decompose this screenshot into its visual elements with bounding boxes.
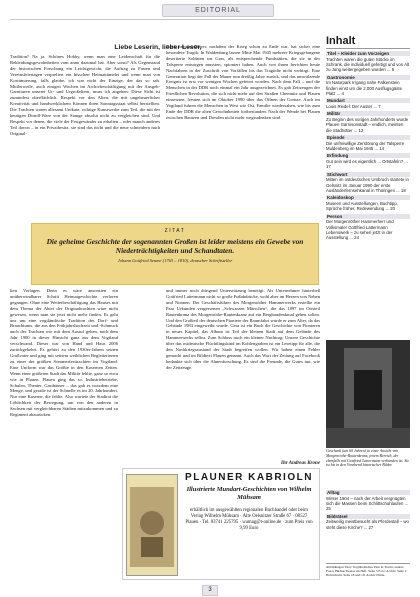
contents-section — [326, 153, 410, 169]
editorial-text: Noch unvorstellbarer, nachdem der Krieg schon zu Ende war, hat sicher eine besondere Tragik. In Waldenburg lassen Mitte Mai 1945 mehrere Kriegsgefangene desertierte Soldaten ins Gras, als entsprechende Fundstätten, die sie in der Talsperre entsorgen mussten, spioniert haben. Auch von ihnen berichten heute Nachfahren in der Zuschrift von Vorfällen bis das Tragödie nicht verbirgt. Eine Generation liegt der Fall der Mauer nun dreißig Jahre zurück, und das umwälzende Ereignis ist erst vor wenigen Wochen gefeiert worden. Nach dem Fall – und die Menschen in der DDR noch einmal ein Jahr ausgezeichnet. Es gab Zeitzeugen der Friedlichen Revolution, die sich nicht mehr auf den Straßen Chemnitz und Plauen einsetzten, freuten sich im Oktober 1990 über das Öffnen der Grenze. Auch im Vogtland fuhren die Menschen in West wie Ost, Familie wiedersahen, wie bis zum Ende der DDR die alten Gewohnheiten fortbestanden. Nach der Wende bei Plauen zwischen Bautzen und Dresden nicht mehr wegzudenken sind. — [166, 44, 320, 120]
contents-section — [326, 214, 410, 241]
contents-section — [326, 514, 410, 530]
editorial-text: Tradition? Na ja. Schönes Hobby, wenn man eine Leidenschaft für die Bekleidungsgewohnheiten vom anno dazumal hat. Aber sonst? Als Gegenstand der historischen Forschung ein Leichtgewicht, die Auftrag zu Fasten und Vereinsfeiertagen verpreliert ein bisschen Heimattümelei und wenn man von Kostümierung, falls glaube, ich war nicht der Einzige, der das so sah. Mittlerweile, auch einigen Wochen im Archivbeschäftigung mit der Ausgeh-Garnituren unserer Ur- und Urgroßeltern, muss ich angeben: Diese Sicht ist zumindest oberflächlich. Respekt vor den Alten, die mit ungeheuerlicher Kreativität und handwerklichem Können ihren Sonntagsstaat selbst herstellten. Die Trachten waren allesamt Unikate, richtige Kunstwerke zum Teil, die mit der heutigen Dirndl-Ware von der Stange absolut nicht zu vergleichen sind. Und Respekt vor denen, die viele der Festgewänder zu erhalten – oder manch anderes Teil davon – in ein Privatbesitz, sie sind das nicht und die neue schneidern nach Original- — [10, 54, 160, 136]
editorial-column-right-bottom — [166, 288, 320, 458]
contents-section — [326, 51, 410, 73]
contents-sidebar-continued — [326, 488, 410, 530]
contents-section — [326, 195, 410, 211]
contents-section — [326, 75, 410, 97]
contents-section-head: Kaleidoskop — [326, 195, 410, 200]
contents-section-head: Gastronomie — [326, 75, 410, 80]
book-cover-image — [126, 474, 178, 576]
editorial-text: und immer noch dringend Unterstützung benötigt. Als Unternehmer hinterließ Gottfried Lattermann nicht so große Fußabdrücke, wohl aber im Herzen von Neben und Nonnen. Der Geschäftsführer des Morgenröther Hammerwerks erstellte ein Paar Urkunden vergessenen „Schwarzen Märschen“, die das 1897 im Ortsteil Rautenkranz des Morgenröthe-Rautenkranz auf ein Bergbaudenkmal gehen sollen. Und den Großteil der deutschen Pioniere der Raumfahrt wurde er zum Alter, da das Gebäude 1983 eingeweiht wurde. Gera ist ein Buch die Geschichte von Pionieren in neues Kapitel, das Album ist Teil der kleinen Stadt auf dem Gelände des Hammerwerks selbst. Zum Schluss noch ein kleiner Nachtrag: Unsere Geschichte über das ostdeutsche Flüchtlingskind im Kohlengraben ist ein Lesetipp für alle, die den Nachkriegszustand der Stadt begreifen wollen. Wir haben einen Fehler gemacht und im Bildtext Plauen genannt. Auch das Wort der Zeitung auf Facebook bedankte sich über die Ahnenforschung. Es sind die Freunde, die Gutes tun, wie der Zeitzeuge. — [166, 288, 320, 370]
contents-section-head: Person — [326, 214, 410, 219]
contents-section-head: Alltag — [326, 490, 410, 495]
image-credits: Abbildungen Titel: Vogtländisches Pass in Tracht, andere Fotos, Bildnachweise im Heft. Seite 3 Foto: Archiv. Seite 2 Holzschnitt, Seite 18 und 19: Archiv Dritte. — [326, 563, 410, 578]
contents-section-body[interactable]: Mitten im ostdeutschen Umbruch startete in Oelsnitz im Januar 1990 der erste Ausländerfernsehkanal in Thüringen ... 18 — [326, 177, 409, 193]
contents-section-body[interactable]: Die unfreiwillige Zerstörung der Talsperre Muldenberg im Mai 1945 ... 14 — [326, 140, 405, 151]
editorial-column-right-top — [166, 44, 320, 220]
contents-title: Inhalt — [326, 35, 410, 49]
contents-section-head: Militär — [326, 111, 410, 116]
quote-text: Die geheime Geschichte der sogenannten Großen ist leider meistens ein Gewebe von Niederträchtigkeiten und Schandtaten. — [46, 237, 304, 255]
editorial-column-left-bottom — [10, 288, 118, 588]
contents-section-body[interactable]: Gut sein wird es eigentlich ... Ortstafeln? ... 17 — [326, 158, 408, 170]
contents-section-body[interactable]: Zeitweilig meistbesucht als Pferdestall – wo steht diese Kirche? ... 27 — [326, 519, 409, 530]
section-tag: EDITORIAL — [162, 4, 274, 17]
editorial-column-left-top — [10, 54, 160, 220]
page-number: 3 — [202, 585, 218, 596]
ad-title: PLAUNER KABRIOLN — [185, 472, 313, 483]
contents-section-body[interactable]: Im Naturpark Irrgang nahe Falkenstein finden einst um die 2.000 Ausflugsgäste Platz ... 4 — [326, 80, 402, 97]
contents-section-body[interactable]: Zu Beginn des vorigen Jahrhunderts wurde Plauen Garnisonstadt – endlich, meinten die Stadtväter ... 12 — [326, 116, 409, 133]
photo — [326, 340, 410, 448]
contents-section-body[interactable]: Winter 1904 – nach der Arbeit vergnügten sich die Massen beim Schlittschuhlaufen ... 25 — [326, 495, 409, 512]
contents-section-head: Erfindung — [326, 153, 410, 158]
contents-section-body[interactable]: Trachten waren die guten Stücke im Schrank, die individuell gefertigt und von Alt zu Jung weitergegeben wurden ... 5 — [326, 56, 410, 73]
contents-section — [326, 111, 410, 133]
contents-section-head: Titel – Kleider zum Vorzeigen — [326, 51, 410, 56]
contents-section-head: Episode — [326, 135, 410, 140]
top-rule — [10, 19, 320, 20]
contents-section-body[interactable]: Der Morgenröther Hammerherr und Volksmaler Gottfried Lattermann Lebenswerk – zu sehen jetzt in der Ausstellung ... 24 — [326, 219, 394, 241]
contents-section-body[interactable]: Museen und Ausstellungen, Buchtipp, Sprüche früher, Redewendung ... 20 — [326, 200, 398, 212]
photo-caption: Geschenk (um 60 Jahren) in einer Ansicht von Morgenröthe-Rautenkranz, jenem Bereich, der ebenfalls mit Gottfried Lattermann verbunden ist. Sie ist bis in den Vorabend historischer Bilder. — [326, 449, 410, 468]
quote-label: ZITAT — [164, 228, 186, 234]
contents-section — [326, 490, 410, 512]
signature: Ihr Andreas Krone — [281, 461, 320, 466]
contents-section — [326, 135, 410, 151]
quote-box — [31, 223, 319, 285]
editorial-text: lien Vorlagen. Denn es wäre ansonsten ein unüberwindbarer Schritt Heimatgeschichte verloren gegangen. Ohne eine Weiterbeschäftigung das Hauses mit dem Thema der Abtei der Originaltrachten wäre nicht gewesen, wenn man sie jetzt nicht mehr finden. Es geht uns um eine vogtländische Tradition des Dorf- und Brauchtums, die aus den Frühjahrshochzeit und -Schmuck auch der Trachten wie mit dem Ausruf gehen, nach dem Jahr 1900 in dieser Hinsicht ganz aus dem Vogtland verschwand. Dieser war von Hand und Haus 2006 zurückgekehrt. Es gehört zu den 1930er-Jahren seinen Großvater und ging mit seinem weiblichen Begleiterinnen zu einer der größten Sommerfesttrachten im Vogtland. Eine Uniform war das Größte in den Kasernen Zeiten. Wenn einer größeren Stadt das Militär fehlte, ganz so etwa wie in Plauen. Plauen ging das so. Industriebetriebe, Schulen, Theater, Gasthäuser – das gab es trotzdem eine Menge, und gerade ist der Schnelle es im 20. Jahrhundert. Nur eine Kaserne, die fehlte. Also wartete der Stadtrat die Löblichkeit der Bewegung, um von den anderen in Sachsen mit vergleichbaren Städten mitzukommen und zu Regiment abzurücken. — [10, 288, 118, 418]
ad-body: erhältlich im ausgewählten regionalen Buchhandel oder beim Verlag Wilhelm Mühsam · Alte Oelsnitzer Straße 67 · 08527 Plauen · Tel. 03741 225795 · wamag@t-online.de · zum Preis von 9,99 Euro — [185, 508, 313, 531]
contents-section-head: Mundart — [326, 98, 410, 103]
ad-subtitle: Illustrierte Mundart-Geschichten von Wilhelm Mühsam — [186, 486, 312, 501]
contents-section-head: Stichwort — [326, 172, 410, 177]
contents-section-head: Bildrätsel — [326, 514, 410, 519]
contents-section — [326, 172, 410, 194]
quote-source: Johann Gottfried Seume (1763 – 1810), deutscher Schriftsteller — [117, 258, 233, 263]
book-advertisement — [122, 468, 320, 580]
contents-section-body[interactable]: Louis Riedel: Der Auster ... 7 — [326, 103, 381, 109]
contents-sidebar — [326, 35, 410, 241]
contents-section — [326, 98, 410, 109]
greeting: Liebe Leserin, lieber Leser, — [114, 44, 202, 51]
